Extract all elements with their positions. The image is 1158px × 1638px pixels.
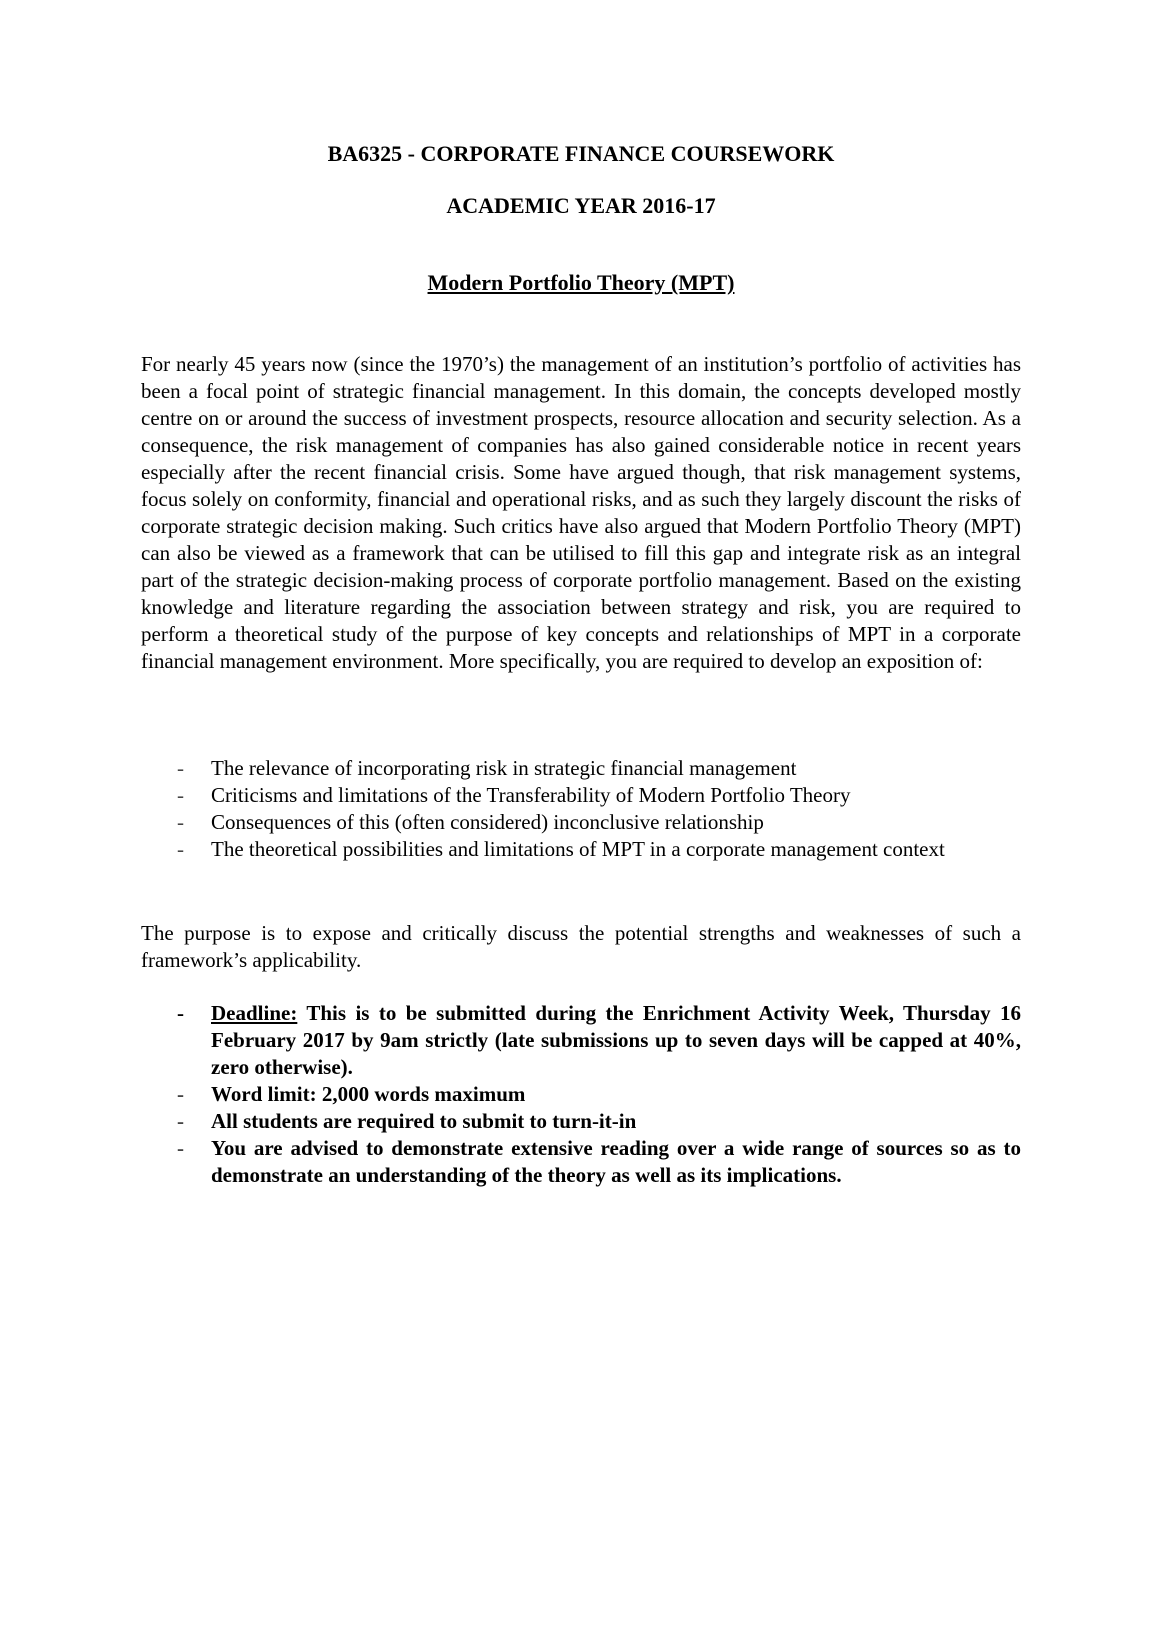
list-item bbox=[141, 782, 1021, 809]
deadline-text: This is to be submitted during the Enrichment Activity Week, Thursday 16 February 2017 by 9am strictly (late submissions up to seven days will be capped at 40%, zero otherwise). bbox=[211, 1001, 1021, 1079]
course-title: BA6325 - CORPORATE FINANCE COURSEWORK bbox=[327, 141, 835, 166]
requirement-text: The relevance of incorporating risk in strategic financial management bbox=[211, 756, 797, 780]
deadline-item bbox=[141, 1000, 1021, 1081]
dash-bullet: - bbox=[177, 810, 184, 834]
list-item bbox=[141, 755, 1021, 782]
word-limit-text: Word limit: 2,000 words maximum bbox=[211, 1082, 526, 1106]
word-limit-item bbox=[141, 1081, 1021, 1108]
dash-bullet: - bbox=[177, 783, 184, 807]
reading-advice-item bbox=[141, 1135, 1021, 1189]
purpose-paragraph: The purpose is to expose and critically discuss the potential strengths and weaknesses of such a framework’s applicability. bbox=[141, 921, 1021, 972]
academic-year: ACADEMIC YEAR 2016-17 bbox=[446, 193, 716, 218]
intro-paragraph: For nearly 45 years now (since the 1970’s) the management of an institution’s portfolio of activities has been a focal point of strategic financial management. In this domain, the concepts developed mostly centre on or around the success of investment prospects, resource allocation and security selection. As a consequence, the risk management of companies has also gained considerable notice in recent years especially after the recent financial crisis. Some have argued though, that risk management systems, focus solely on conformity, financial and operational risks, and as such they largely discount the risks of corporate strategic decision making. Such critics have also argued that Modern Portfolio Theory (MPT) can also be viewed as a framework that can be utilised to fill this gap and integrate risk as an integral part of the strategic decision-making process of corporate portfolio management. Based on the existing knowledge and literature regarding the association between strategy and risk, you are required to perform a theoretical study of the purpose of key concepts and relationships of MPT in a corporate financial management environment. More specifically, you are required to develop an exposition of: bbox=[141, 352, 1021, 673]
deadline-label: Deadline: bbox=[211, 1001, 298, 1025]
dash-bullet: - bbox=[177, 756, 184, 780]
submission-list bbox=[141, 1000, 1021, 1189]
dash-bullet: - bbox=[177, 1001, 184, 1025]
topic-title: Modern Portfolio Theory (MPT) bbox=[427, 270, 735, 295]
requirement-text: Criticisms and limitations of the Transferability of Modern Portfolio Theory bbox=[211, 783, 851, 807]
reading-advice-text: You are advised to demonstrate extensive reading over a wide range of sources so as to demonstrate an understanding of the theory as well as its implications. bbox=[211, 1136, 1021, 1187]
dash-bullet: - bbox=[177, 1136, 184, 1160]
requirement-text: Consequences of this (often considered) inconclusive relationship bbox=[211, 810, 764, 834]
list-item bbox=[141, 809, 1021, 836]
list-item bbox=[141, 836, 1021, 863]
requirements-list bbox=[141, 755, 1021, 863]
dash-bullet: - bbox=[177, 1082, 184, 1106]
turnitin-text: All students are required to submit to turn-it-in bbox=[211, 1109, 637, 1133]
dash-bullet: - bbox=[177, 1109, 184, 1133]
requirement-text: The theoretical possibilities and limitations of MPT in a corporate management context bbox=[211, 837, 945, 861]
turnitin-item bbox=[141, 1108, 1021, 1135]
dash-bullet: - bbox=[177, 837, 184, 861]
